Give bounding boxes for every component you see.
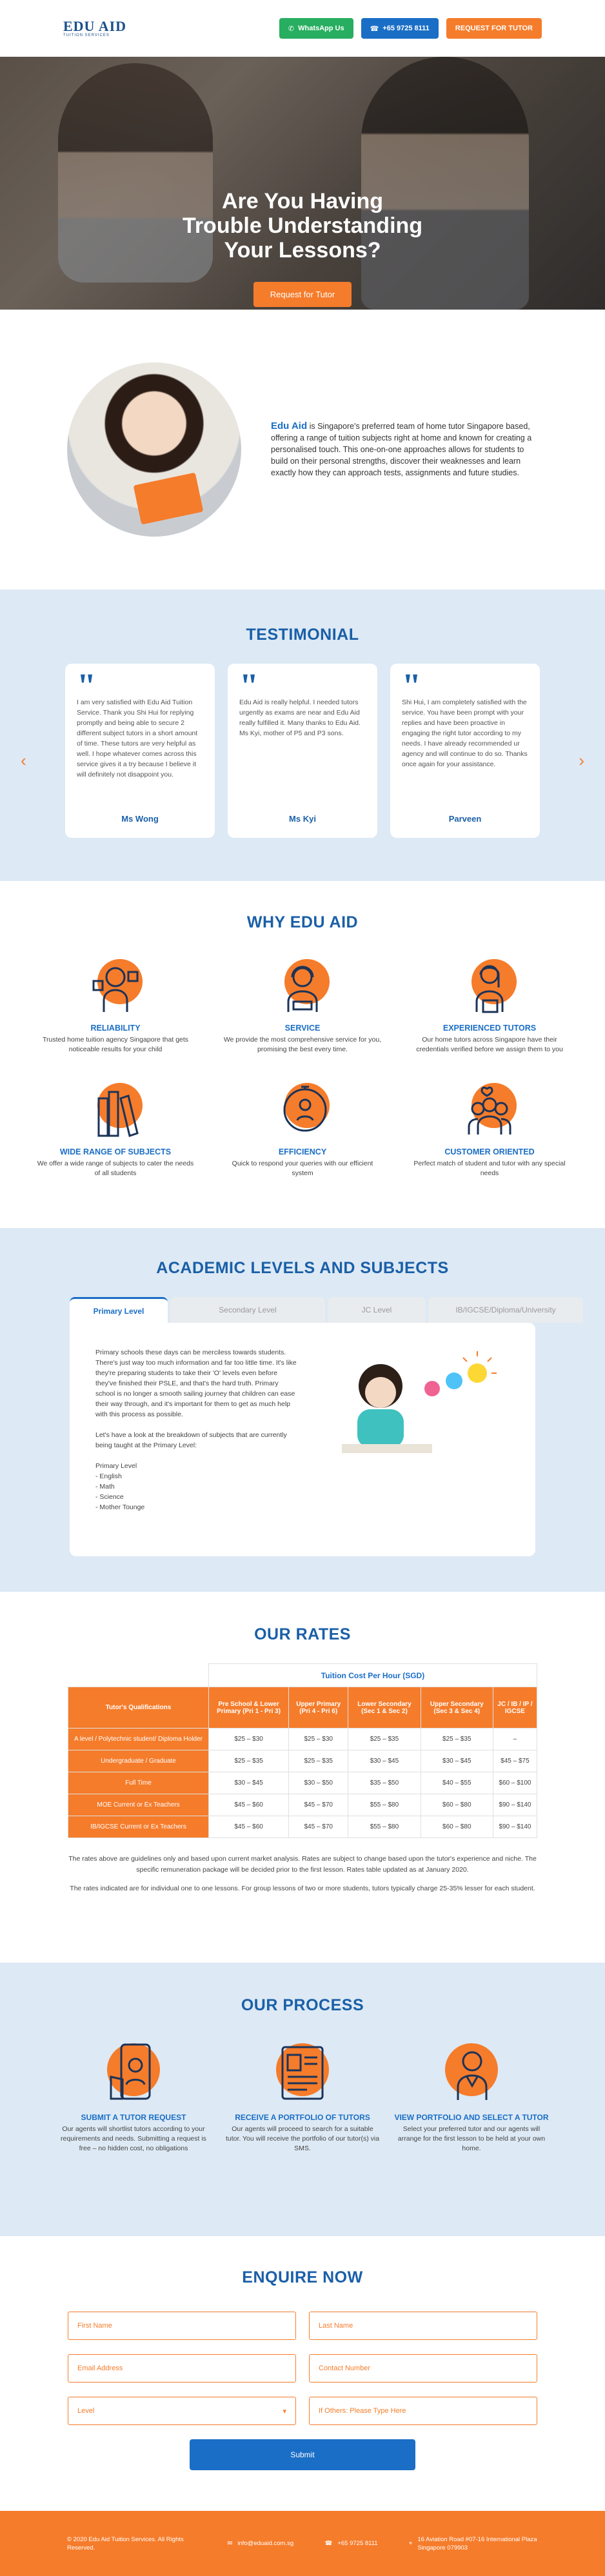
- feature-service: [215, 955, 390, 1055]
- testimonial-section: [0, 590, 605, 881]
- testimonial-text: Shi Hui, I am completely satisfied with the service. You have been prompt with your replies and have been proactive in engaging the right tutor according to my needs. I have already recommended ur agency and will continue to do so. Thanks once again for your assistance.: [402, 698, 528, 768]
- table-row: [68, 1772, 537, 1794]
- academic-title: ACADEMIC LEVELS AND SUBJECTS: [156, 1259, 449, 1277]
- rate-cell: $60 – $80: [421, 1794, 493, 1816]
- tab-ib-igcse[interactable]: IB/IGCSE/Diploma/University: [428, 1297, 583, 1323]
- feature-text: Perfect match of student and tutor with any special needs: [413, 1160, 566, 1177]
- about-section: [0, 310, 605, 590]
- footer-phone[interactable]: +65 9725 8111: [337, 2540, 378, 2547]
- quote-icon: ": [77, 666, 96, 705]
- subject-item: - English: [95, 1472, 122, 1480]
- rate-cell: $60 – $100: [493, 1772, 537, 1794]
- feature-title: EXPERIENCED TUTORS: [442, 1024, 537, 1033]
- process-title: OUR PROCESS: [241, 1996, 364, 2014]
- rate-cell: $45 – $75: [493, 1750, 537, 1772]
- tab-primary[interactable]: Primary Level: [70, 1297, 168, 1323]
- table-row: [68, 1794, 537, 1816]
- column-header: JC / IB / IP / IGCSE: [493, 1687, 537, 1729]
- qualification-cell: A level / Polytechnic student/ Diploma Holder: [68, 1729, 209, 1750]
- process-section: [0, 1963, 605, 2236]
- qualification-cell: Undergraduate / Graduate: [68, 1750, 209, 1772]
- rate-cell: $25 – $30: [209, 1729, 289, 1750]
- phone-icon: ☎: [324, 2540, 333, 2547]
- footer-address: 16 Aviation Road #07-16 International Plaza Singapore 079903: [417, 2535, 537, 2551]
- rates-note: The rates above are guidelines only and based upon current market analysis. Rates are subject to change based upon the tutor's experience and niche. The specific remuneration package will be decided prior to the first lesson. Rates table updated as at January 2020.: [68, 1855, 537, 1874]
- rate-cell: $45 – $70: [289, 1794, 348, 1816]
- why-title: WHY EDU AID: [246, 913, 359, 931]
- other-level-input[interactable]: If Others: Please Type Here: [309, 2397, 537, 2425]
- subjects-heading: Primary Level: [95, 1462, 137, 1470]
- level-intro: Primary schools these days can be merciless towards students. There's just way too much information and far too little time. It's like they're preparing students to take their 'O' levels even before they've finished their PSLE, and that's the hard truth. Primary school is no longer a smooth sailing journey that children can ease their way through, and it's important for them to get as much help with this process as possible.: [95, 1349, 297, 1418]
- rate-cell: $25 – $35: [289, 1750, 348, 1772]
- tab-panel: [70, 1323, 535, 1556]
- rate-cell: $30 – $45: [209, 1772, 289, 1794]
- site-footer: [0, 2511, 605, 2576]
- rates-title: OUR RATES: [254, 1625, 351, 1643]
- feature-experienced-tutors: [402, 955, 577, 1055]
- rate-cell: $55 – $80: [348, 1794, 421, 1816]
- logo-subtitle: TUITION SERVICES: [63, 34, 110, 37]
- rate-cell: $55 – $80: [348, 1816, 421, 1838]
- academic-section: [0, 1228, 605, 1592]
- carousel-next-icon[interactable]: ›: [579, 751, 584, 770]
- testimonial-text: Edu Aid is really helpful. I needed tutors urgently as exams are near and Edu Aid really fulfilled it. Many thanks to Edu Aid. Ms Kyi, mother of P5 and P3 sons.: [239, 698, 361, 737]
- feature-title: WIDE RANGE OF SUBJECTS: [59, 1147, 172, 1156]
- site-header: [0, 0, 605, 57]
- stopwatch-icon: [272, 1079, 333, 1141]
- step-text: Our agents will proceed to search for a suitable tutor. You will receive the portfolio of our tutor(s) via SMS.: [225, 2125, 380, 2152]
- phone-icon: ☎: [370, 25, 379, 33]
- feature-text: Trusted home tuition agency Singapore that gets noticeable results for your child: [42, 1036, 189, 1053]
- testimonial-card: [390, 664, 540, 838]
- portfolio-icon: [261, 2038, 344, 2109]
- about-student-photo: [67, 362, 241, 537]
- phone-request-icon: [92, 2038, 175, 2109]
- enquiry-form: [68, 2312, 537, 2470]
- enquire-section: [0, 2236, 605, 2511]
- about-description: is Singapore's preferred team of home tutor Singapore based, offering a range of tuition subjects right at home and known for creating a personalised touch. This one-on-one approaches allows for students to build on their personal strengths, discover their weaknesses and learn exactly how they can approach tests, assignments and future studies.: [271, 422, 532, 477]
- step-title: VIEW PORTFOLIO AND SELECT A TUTOR: [394, 2113, 549, 2122]
- rate-cell: $30 – $45: [421, 1750, 493, 1772]
- copyright-text: © 2020 Edu Aid Tuition Services. All Rights Reserved.: [67, 2535, 184, 2551]
- why-section: [0, 881, 605, 1228]
- testimonial-author: Ms Wong: [121, 814, 159, 824]
- whatsapp-icon: ✆: [288, 25, 295, 33]
- tab-secondary[interactable]: Secondary Level: [170, 1297, 325, 1323]
- hero-title: Are You Having Trouble Understanding Your Lessons?: [182, 189, 423, 263]
- level-select[interactable]: [68, 2397, 296, 2425]
- about-text: [271, 421, 538, 479]
- level-breakdown: Let's have a look at the breakdown of subjects that are currently being taught at the Primary Level:: [95, 1431, 287, 1449]
- qualification-cell: MOE Current or Ex Teachers: [68, 1794, 209, 1816]
- feature-title: EFFICIENCY: [278, 1147, 327, 1156]
- rates-caption: Tuition Cost Per Hour (SGD): [209, 1664, 537, 1687]
- process-step: [225, 2038, 380, 2154]
- rate-cell: $45 – $60: [209, 1794, 289, 1816]
- contact-number-input[interactable]: Contact Number: [309, 2354, 537, 2383]
- carousel-prev-icon[interactable]: ‹: [21, 751, 26, 770]
- process-step: [56, 2038, 211, 2154]
- level-tabs: [70, 1297, 605, 1323]
- feature-text: Quick to respond your queries with our efficient system: [232, 1160, 373, 1177]
- hero-banner: [0, 57, 605, 310]
- rate-cell: $30 – $45: [348, 1750, 421, 1772]
- column-header: Upper Secondary (Sec 3 & Sec 4): [421, 1687, 493, 1729]
- testimonial-card: [65, 664, 215, 838]
- feature-title: SERVICE: [284, 1024, 321, 1033]
- email-input[interactable]: Email Address: [68, 2354, 296, 2383]
- quote-icon: ": [239, 666, 259, 705]
- rates-group-note: The rates indicated are for individual one to one lessons. For group lessons of two or more students, tutors typically charge 25-35% lesser for each student.: [70, 1885, 535, 1892]
- rate-cell: $35 – $50: [348, 1772, 421, 1794]
- feature-text: We provide the most comprehensive service for you, promising the best every time.: [223, 1036, 382, 1053]
- phone-label: +65 9725 8111: [382, 25, 430, 32]
- location-icon: ⌖: [409, 2540, 413, 2547]
- tutor-icon: [459, 955, 521, 1017]
- rate-cell: $60 – $80: [421, 1816, 493, 1838]
- phone-button[interactable]: [361, 18, 439, 39]
- feature-title: RELIABILITY: [90, 1024, 141, 1033]
- step-text: Our agents will shortlist tutors according to your requirements and needs. Submitting a request is free – no hidden cost, no obligations: [61, 2125, 206, 2152]
- rates-table: [68, 1663, 537, 1838]
- subject-item: - Mother Tounge: [95, 1503, 145, 1511]
- customers-icon: [459, 1079, 521, 1141]
- step-text: Select your preferred tutor and our agents will arrange for the first lesson to be held at your own home.: [397, 2125, 546, 2152]
- last-name-input[interactable]: Last Name: [309, 2312, 537, 2340]
- rate-cell: $30 – $50: [289, 1772, 348, 1794]
- rate-cell: $25 – $30: [289, 1729, 348, 1750]
- logo[interactable]: [63, 19, 126, 37]
- column-header: Lower Secondary (Sec 1 & Sec 2): [348, 1687, 421, 1729]
- column-header: Tutor's Qualifications: [68, 1687, 209, 1729]
- email-icon: ✉: [227, 2540, 233, 2547]
- column-header: Upper Primary (Pri 4 - Pri 6): [289, 1687, 348, 1729]
- table-row: [68, 1729, 537, 1750]
- rate-cell: $25 – $35: [209, 1750, 289, 1772]
- feature-efficiency: [215, 1079, 390, 1178]
- testimonial-card: [228, 664, 377, 838]
- first-name-input[interactable]: First Name: [68, 2312, 296, 2340]
- feature-text: We offer a wide range of subjects to cater the needs of all students: [37, 1160, 194, 1177]
- table-row: [68, 1816, 537, 1838]
- feature-customer-oriented: [402, 1079, 577, 1178]
- feature-title: CUSTOMER ORIENTED: [444, 1147, 535, 1156]
- logo-text: EDU AID: [63, 18, 127, 34]
- subject-item: - Science: [95, 1493, 124, 1501]
- process-step: [394, 2038, 549, 2154]
- qualification-cell: Full Time: [68, 1772, 209, 1794]
- footer-email[interactable]: info@eduaid.com.sg: [237, 2540, 294, 2547]
- rate-cell: $90 – $140: [493, 1794, 537, 1816]
- trophy-icon: [84, 955, 146, 1017]
- table-row: [68, 1750, 537, 1772]
- testimonial-author: Ms Kyi: [289, 814, 316, 824]
- tab-jc[interactable]: JC Level: [328, 1297, 426, 1323]
- whatsapp-button[interactable]: [279, 18, 353, 39]
- about-brand: Edu Aid: [271, 421, 308, 431]
- quote-icon: ": [402, 666, 421, 705]
- testimonial-author: Parveen: [448, 814, 482, 824]
- rate-cell: $25 – $35: [421, 1729, 493, 1750]
- step-title: SUBMIT A TUTOR REQUEST: [81, 2113, 186, 2122]
- enquire-title: ENQUIRE NOW: [242, 2268, 363, 2286]
- step-title: RECEIVE A PORTFOLIO OF TUTORS: [235, 2113, 370, 2122]
- feature-text: Our home tutors across Singapore have their credentials verified before we assign them to you: [416, 1036, 563, 1053]
- request-tutor-label: REQUEST FOR TUTOR: [455, 25, 533, 32]
- subject-item: - Math: [95, 1483, 115, 1491]
- chevron-down-icon: ▾: [283, 2407, 286, 2415]
- level-select-value: Level: [77, 2407, 95, 2415]
- feature-wide-range: [28, 1079, 203, 1178]
- feature-reliability: [28, 955, 203, 1055]
- hero-request-button[interactable]: Request for Tutor: [253, 282, 352, 307]
- testimonial-title: TESTIMONIAL: [246, 626, 359, 644]
- table-header-row: [68, 1687, 537, 1729]
- student-lightbulb-image: [316, 1347, 510, 1463]
- rate-cell: $90 – $140: [493, 1816, 537, 1838]
- rate-cell: –: [493, 1729, 537, 1750]
- books-icon: [84, 1079, 146, 1141]
- select-tutor-icon: [430, 2038, 513, 2109]
- rates-section: [0, 1592, 605, 1963]
- rate-cell: $40 – $55: [421, 1772, 493, 1794]
- whatsapp-label: WhatsApp Us: [298, 25, 344, 32]
- request-tutor-button[interactable]: [446, 18, 542, 39]
- rate-cell: $45 – $70: [289, 1816, 348, 1838]
- support-agent-icon: [272, 955, 333, 1017]
- rate-cell: $25 – $35: [348, 1729, 421, 1750]
- testimonial-text: I am very satisfied with Edu Aid Tuition Service. Thank you Shi Hui for replying promptly and being able to secure 2 different subject tutors in a short amount of time. These tutors are very helpful as well. I hope whatever comes across this service gives it a try because I believe it will definitely not disappoint you.: [77, 698, 198, 778]
- qualification-cell: IB/IGCSE Current or Ex Teachers: [68, 1816, 209, 1838]
- submit-button[interactable]: Submit: [190, 2439, 415, 2470]
- rate-cell: $45 – $60: [209, 1816, 289, 1838]
- column-header: Pre School & Lower Primary (Pri 1 - Pri 3): [209, 1687, 289, 1729]
